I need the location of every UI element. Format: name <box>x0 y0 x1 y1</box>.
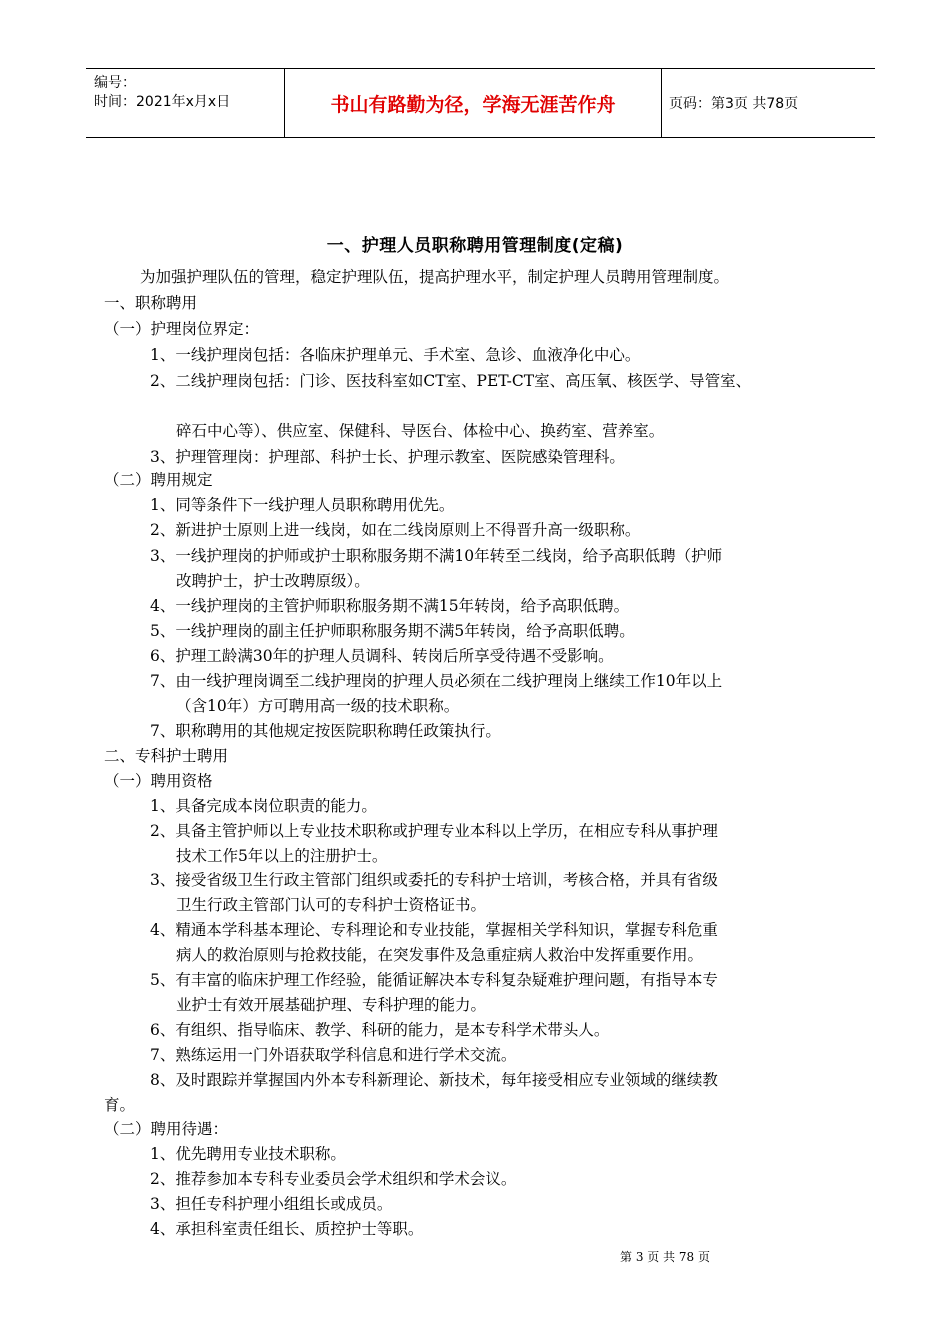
subsection-heading: （二）聘用待遇： <box>104 1120 229 1138</box>
list-item: 3、接受省级卫生行政主管部门组织或委托的专科护士培训，考核合格，并具有省级 <box>150 871 718 889</box>
list-item: 7、熟练运用一门外语获取学科信息和进行学术交流。 <box>150 1046 517 1064</box>
list-item: 5、有丰富的临床护理工作经验，能循证解决本专科复杂疑难护理问题，有指导本专 <box>150 971 718 989</box>
section-heading: 一、职称聘用 <box>104 294 198 312</box>
list-item: 4、精通本学科基本理论、专科理论和专业技能，掌握相关学科知识，掌握专科危重 <box>150 921 718 939</box>
list-item-continuation: 育。 <box>104 1096 136 1114</box>
document-title: 一、护理人员职称聘用管理制度(定稿) <box>326 236 624 256</box>
header-motto-cell <box>284 69 662 137</box>
list-item: 8、及时跟踪并掌握国内外本专科新理论、新技术，每年接受相应专业领域的继续教 <box>150 1071 718 1089</box>
list-item-continuation: 业护士有效开展基础护理、专科护理的能力。 <box>176 996 487 1014</box>
list-item: 1、优先聘用专业技术职称。 <box>150 1145 346 1163</box>
list-item: 2、二线护理岗包括：门诊、医技科室如CT室、PET-CT室、高压氧、核医学、导管室、 <box>150 372 752 390</box>
list-item: 2、推荐参加本专科专业委员会学术组织和学术会议。 <box>150 1170 517 1188</box>
list-item: 5、一线护理岗的副主任护师职称服务期不满5年转岗，给予高职低聘。 <box>150 622 635 640</box>
document-number-label: 编号： <box>94 75 136 91</box>
list-item-continuation: 病人的救治原则与抢救技能，在突发事件及急重症病人救治中发挥重要作用。 <box>176 946 704 964</box>
list-item: 1、具备完成本岗位职责的能力。 <box>150 797 377 815</box>
header-page-number: 页码：第3页 共78页 <box>669 96 799 112</box>
list-item-continuation: 碎石中心等）、供应室、保健科、导医台、体检中心、换药室、营养室。 <box>176 422 665 440</box>
subsection-heading: （二）聘用规定 <box>104 471 213 489</box>
list-item-continuation: 技术工作5年以上的注册护士。 <box>176 847 388 865</box>
list-item: 4、一线护理岗的主管护师职称服务期不满15年转岗，给予高职低聘。 <box>150 597 630 615</box>
list-item: 1、一线护理岗包括：各临床护理单元、手术室、急诊、血液净化中心。 <box>150 346 641 364</box>
header-page-cell <box>661 69 875 137</box>
subsection-heading: （一）聘用资格 <box>104 772 213 790</box>
list-item: 4、承担科室责任组长、质控护士等职。 <box>150 1220 424 1238</box>
list-item: 3、一线护理岗的护师或护士职称服务期不满10年转至二线岗，给予高职低聘（护师 <box>150 547 723 565</box>
list-item: 7、由一线护理岗调至二线护理岗的护理人员必须在二线护理岗上继续工作10年以上 <box>150 672 723 690</box>
header-meta-cell <box>86 69 284 137</box>
list-item-continuation: 改聘护士，护士改聘原级）。 <box>176 572 370 590</box>
list-item: 2、具备主管护师以上专业技术职称或护理专业本科以上学历，在相应专科从事护理 <box>150 822 718 840</box>
list-item: 2、新进护士原则上进一线岗，如在二线岗原则上不得晋升高一级职称。 <box>150 521 641 539</box>
list-item: 6、有组织、指导临床、教学、科研的能力，是本专科学术带头人。 <box>150 1021 610 1039</box>
header-motto: 书山有路勤为径，学海无涯苦作舟 <box>330 93 616 116</box>
document-time-label: 时间：2021年x月x日 <box>94 94 231 110</box>
list-item: 3、护理管理岗：护理部、科护士长、护理示教室、医院感染管理科。 <box>150 448 625 466</box>
page-footer: 第 3 页 共 78 页 <box>620 1250 710 1264</box>
list-item: 7、职称聘用的其他规定按医院职称聘任政策执行。 <box>150 722 501 740</box>
list-item-continuation: 卫生行政主管部门认可的专科护士资格证书。 <box>176 896 487 914</box>
list-item-continuation: （含10年）方可聘用高一级的技术职称。 <box>176 697 460 715</box>
intro-paragraph: 为加强护理队伍的管理，稳定护理队伍，提高护理水平，制定护理人员聘用管理制度。 <box>140 268 730 286</box>
list-item: 1、同等条件下一线护理人员职称聘用优先。 <box>150 496 455 514</box>
list-item: 6、护理工龄满30年的护理人员调科、转岗后所享受待遇不受影响。 <box>150 647 614 665</box>
section-heading: 二、专科护士聘用 <box>104 747 229 765</box>
subsection-heading: （一）护理岗位界定： <box>104 320 260 338</box>
list-item: 3、担任专科护理小组组长或成员。 <box>150 1195 393 1213</box>
page-header <box>86 68 875 138</box>
